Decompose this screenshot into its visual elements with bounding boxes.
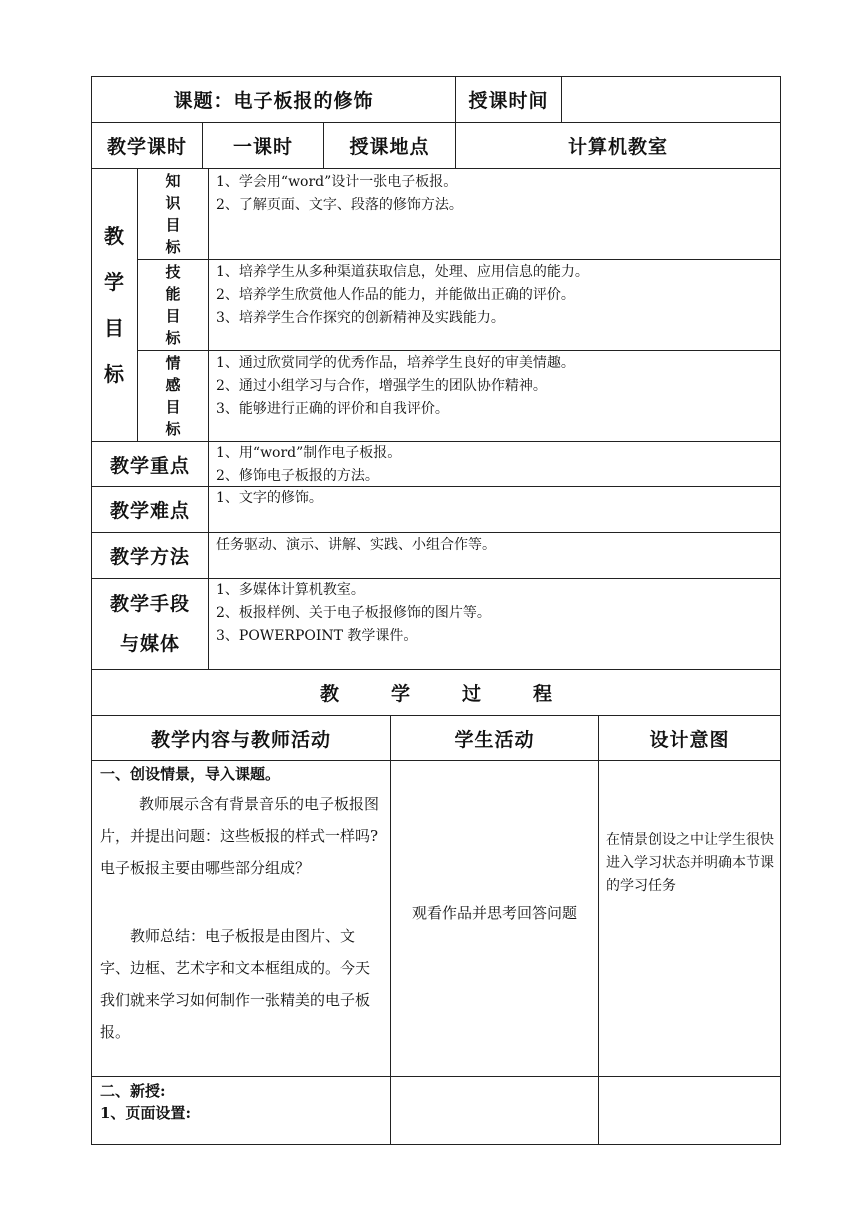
class-place-label: 授课地点 xyxy=(349,136,430,158)
col-student-header: 学生活动 xyxy=(454,728,535,751)
key-points-label: 教学重点 xyxy=(109,454,190,477)
section1-student-activity: 观看作品并思考回答问题 xyxy=(411,904,577,922)
knowledge-goal-text: 1、学会用“word”设计一张电子板报。 2、了解页面、文字、段落的修饰方法。 xyxy=(216,174,463,213)
col-design-header: 设计意图 xyxy=(649,728,730,751)
skill-goal-label: 技 能 目 标 xyxy=(165,263,181,347)
section1-para2: 教师总结：电子板报是由图片、文字、边框、艺术字和文本框组成的。今天我们就来学习如何制作一张精美的电子板报。 xyxy=(100,927,371,1041)
media-text: 1、多媒体计算机教室。 2、板报样例、关于电子板报修饰的图片等。 3、POWERPOINT 教学课件。 xyxy=(216,582,491,644)
class-time-value xyxy=(562,77,780,122)
lesson-topic: 课题：电子板报的修饰 xyxy=(173,90,374,112)
section1-design-intent: 在情景创设之中让学生很快进入学习状态并明确本节课的学习任务 xyxy=(606,832,774,894)
section1-heading: 一、创设情景，导入课题。 xyxy=(100,765,281,783)
section2-heading: 二、新授: 1、页面设置: xyxy=(100,1082,191,1122)
method-text: 任务驱动、演示、讲解、实践、小组合作等。 xyxy=(216,537,496,553)
skill-goal-text: 1、培养学生从多种渠道获取信息，处理、应用信息的能力。 2、培养学生欣赏他人作品的能力，并能做出正确的评价。 3、培养学生合作探究的创新精神及实践能力。 xyxy=(216,264,589,326)
class-hours-value: 一课时 xyxy=(232,136,293,158)
col-teacher-header: 教学内容与教师活动 xyxy=(150,728,331,751)
class-place-value: 计算机教室 xyxy=(567,136,668,158)
media-label: 教学手段 与媒体 xyxy=(109,593,190,655)
process-title: 教 学 过 程 xyxy=(319,683,553,705)
class-time-label: 授课时间 xyxy=(468,90,549,112)
emotion-goal-text: 1、通过欣赏同学的优秀作品，培养学生良好的审美情趣。 2、通过小组学习与合作，增强学生的团队协作精神。 3、能够进行正确的评价和自我评价。 xyxy=(216,355,575,417)
difficulty-label: 教学难点 xyxy=(109,500,190,522)
difficulty-text: 1、文字的修饰。 xyxy=(216,490,323,506)
goals-label: 教 学 目 标 xyxy=(104,224,125,386)
method-label: 教学方法 xyxy=(109,546,190,568)
emotion-goal-label: 情 感 目 标 xyxy=(165,354,181,438)
key-points-text: 1、用“word”制作电子板报。 2、修饰电子板报的方法。 xyxy=(216,445,402,484)
section1-para1: 教师展示含有背景音乐的电子板报图片，并提出问题：这些板报的样式一样吗?电子板报主要由哪些部分组成？ xyxy=(100,795,380,877)
knowledge-goal-label: 知 识 目 标 xyxy=(165,172,181,256)
class-hours-label: 教学课时 xyxy=(106,136,187,158)
